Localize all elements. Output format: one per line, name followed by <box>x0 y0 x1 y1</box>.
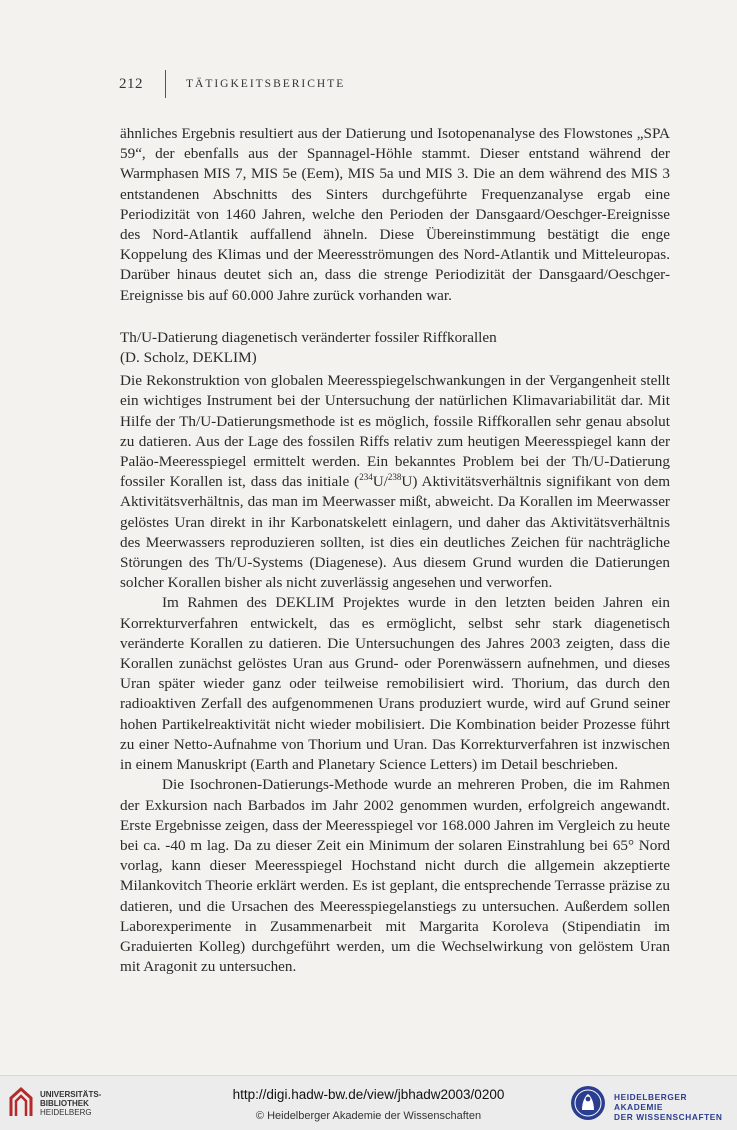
body-text <box>120 124 670 977</box>
academy-seal-icon[interactable] <box>570 1085 606 1121</box>
university-library-name: UNIVERSITÄTS- BIBLIOTHEK HEIDELBERG <box>40 1090 102 1117</box>
paragraph-4: Die Isochronen-Datierungs-Methode wurde an mehreren Proben, die im Rahmen der Exkursion nach Barbados im Jahr 2002 genommen wurden, erfolgreich angewandt. Erste Ergebnisse zeigen, dass der Meeresspiegel vor 168.000 Jahren im Vergleich zu heute bei ca. -40 m lag. Da zu dieser Zeit ein Minimum der solaren Einstrahlung bei 65° Nord vorlag, kann dieser Meeresspiegel Hochstand nicht durch die allgemein akzeptierte Milankovitch Theorie erklärt werden. Es ist geplant, die entsprechende Terrasse präzise zu datieren, und die Ursachen des Meeresspiegelanstiegs zu untersuchen. Außerdem sollen Laborexperimente in Zusammenarbeit mit Margarita Koroleva (Stipendiatin im Graduierten Kolleg) durchgeführt werden, um die Wechselwirkung von gelöstem Uran mit Aragonit zu untersuchen. <box>120 776 670 976</box>
footer-bar <box>0 1075 737 1130</box>
paragraph-2: Die Rekonstruktion von globalen Meeresspiegelschwankungen in der Vergangenheit stellt ein wichtiges Instrument bei der Untersuchung der natürlichen Klimavariabilität dar. Mit Hilfe der Th/U-Datierungsmethode ist es möglich, fossile Riffkorallen sehr genau absolut zu datieren. Aus der Lage des fossilen Riffs relativ zum heutigen Meeresspiegel kann der Paläo-Meeresspiegel ermittelt werden. Ein bekanntes Problem bei der Th/U-Datierung fossiler Korallen ist, dass das initiale ($^{234}$U/$^{238}$U) Aktivitätsverhältnis signifikant von dem Aktivitätsverhältnis, das man im Meerwasser mißt, abweicht. Da Korallen im Meerwasser gelöstes Uran direkt in ihr Karbonatskelett einlagern, und daher das Aktivitätsverhältnis des Meerwassers reproduzieren sollten, ist dies ein deutliches Zeichen für nachträgliche Störungen des Th/U-Systems (Diagenese). Aus diesem Grund wurden die Datierungen solcher Korallen bisher als nicht zuverlässig angesehen und verworfen. <box>120 372 671 592</box>
page-header <box>119 72 345 96</box>
superscript-234: 234 <box>359 472 373 483</box>
copyright-notice: © Heidelberger Akademie der Wissenschaften <box>255 1110 482 1122</box>
superscript-238: 238 <box>387 472 402 483</box>
paragraph-1: ähnliches Ergebnis resultiert aus der Datierung und Isotopenanalyse des Flowstones „SPA 59“, der ebenfalls aus der Spannagel-Höhle stammt. Dieser entstand während der Warmphasen MIS 7, MIS 5e (Eem), MIS 5a und MIS 3. Die an dem während des MIS 3 entstandenen Abschnitts des Sinters durchgeführte Frequenzanalyse ergab eine Periodizität von 1460 Jahren, welche den Perioden der Dansgaard/Oeschger-Ereignisse des Nord-Atlantik auffallend ähneln. Diese Übereinstimmung bestätigt die enge Koppelung des Klimas und der Meeresströmungen des Nord-Atlantik und Mitteleuropas. Darüber hinaus deutet sich an, dass die strenge Periodizität der Dansgaard/Oeschger-Ereignisse bis auf 60.000 Jahre zurück vorhanden war. <box>120 125 670 304</box>
academy-name: HEIDELBERGER AKADEMIE DER WISSENSCHAFTEN <box>614 1092 723 1122</box>
header-divider <box>165 70 166 98</box>
section-author: (D. Scholz, DEKLIM) <box>120 349 257 367</box>
permalink-url[interactable]: http://digi.hadw-bw.de/view/jbhadw2003/0200 <box>232 1087 505 1102</box>
section-title: Th/U-Datierung diagenetisch veränderter fossiler Riffkorallen <box>120 328 497 346</box>
running-head: TÄTIGKEITSBERICHTE <box>186 78 346 90</box>
page-number: 212 <box>119 75 143 92</box>
paragraph-3: Im Rahmen des DEKLIM Projektes wurde in den letzten beiden Jahren ein Korrekturverfahren entwickelt, das es ermöglicht, selbst sehr stark diagenetisch veränderte Korallen zu datieren. Die Untersuchungen des Jahres 2003 zeigten, dass die Korallen zunächst gelöstes Uran aus Grund- oder Porenwässern aufnehmen, und dieses Uran später wieder ganz oder teilweise remobilisiert wird. Thorium, das durch den radioaktiven Zerfall des aufgenommenen Urans produziert wurde, wird auf Grund seiner hohen Partikelreaktivität nicht wieder mobilisiert. Die Kombination beider Prozesse führt zu einer Netto-Aufnahme von Thorium und Uran. Das Korrekturverfahren ist inzwischen in einem Manuskript (Earth and Planetary Science Letters) im Detail beschrieben. <box>120 594 670 774</box>
